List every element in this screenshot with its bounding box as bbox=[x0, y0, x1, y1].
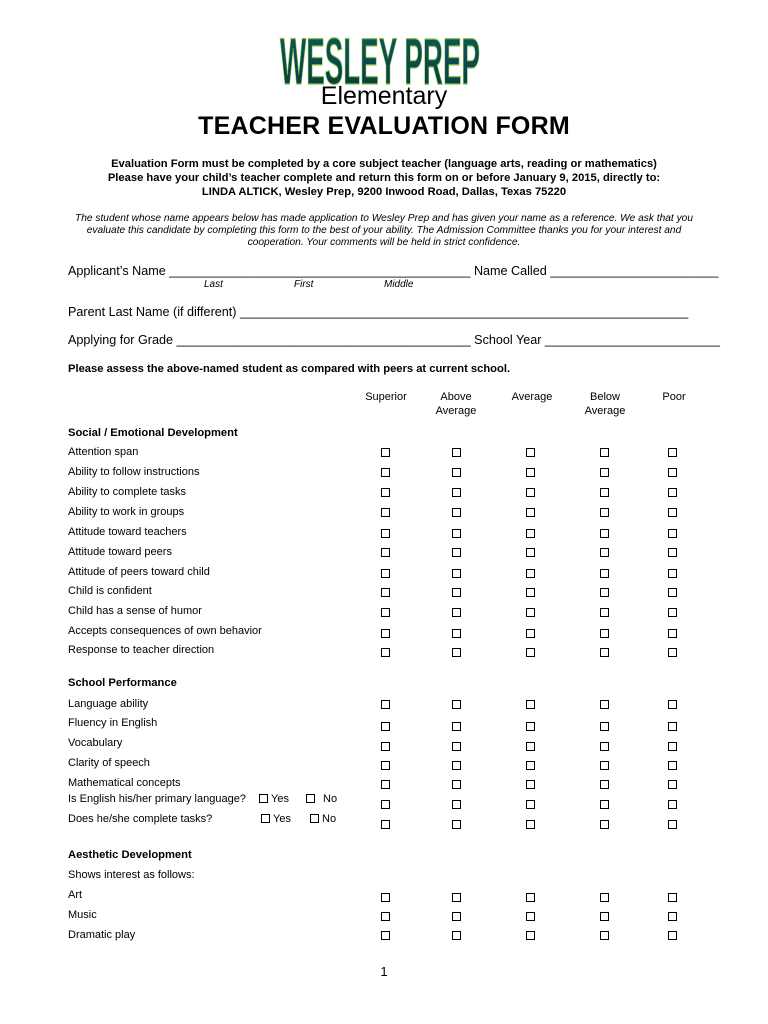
column-header-line: Poor bbox=[662, 391, 686, 403]
rating-checkbox-above-average[interactable] bbox=[452, 648, 461, 657]
rating-checkbox-poor[interactable] bbox=[668, 820, 677, 829]
column-header-line: Above bbox=[440, 391, 472, 403]
rating-checkbox-above-average[interactable] bbox=[452, 569, 461, 578]
rating-checkbox-poor[interactable] bbox=[668, 608, 677, 617]
rating-checkbox-below-average[interactable] bbox=[600, 448, 609, 457]
rating-checkbox-superior[interactable] bbox=[381, 548, 390, 557]
rating-checkbox-superior[interactable] bbox=[381, 468, 390, 477]
rating-checkbox-poor[interactable] bbox=[668, 529, 677, 538]
rating-checkbox-superior[interactable] bbox=[381, 588, 390, 597]
rating-checkbox-average[interactable] bbox=[526, 608, 535, 617]
rating-checkbox-average[interactable] bbox=[526, 629, 535, 638]
no-label: No bbox=[322, 813, 337, 825]
rating-checkbox-average[interactable] bbox=[526, 468, 535, 477]
rating-checkbox-poor[interactable] bbox=[668, 569, 677, 578]
row-label-complete-tasks: Ability to complete tasks bbox=[68, 486, 186, 498]
rating-checkbox-superior[interactable] bbox=[381, 800, 390, 809]
rating-checkbox-above-average[interactable] bbox=[452, 912, 461, 921]
rating-checkbox-poor[interactable] bbox=[668, 588, 677, 597]
rating-checkbox-poor[interactable] bbox=[668, 761, 677, 770]
applicant-name-field[interactable]: Applicant’s Name ___________________________________________ Name Called ________________________ bbox=[68, 264, 719, 278]
primary-language-yes-option[interactable] bbox=[259, 793, 289, 805]
rating-checkbox-superior[interactable] bbox=[381, 820, 390, 829]
intro-paragraph bbox=[72, 213, 696, 249]
rating-checkbox-average[interactable] bbox=[526, 529, 535, 538]
rating-checkbox-above-average[interactable] bbox=[452, 548, 461, 557]
rating-checkbox-poor[interactable] bbox=[668, 700, 677, 709]
rating-checkbox-superior[interactable] bbox=[381, 912, 390, 921]
row-label-vocabulary: Vocabulary bbox=[68, 737, 123, 749]
rating-checkbox-above-average[interactable] bbox=[452, 629, 461, 638]
rating-checkbox-above-average[interactable] bbox=[452, 893, 461, 902]
row-label-math-concepts: Mathematical concepts bbox=[68, 777, 181, 789]
rating-checkbox-superior[interactable] bbox=[381, 508, 390, 517]
rating-checkbox-superior[interactable] bbox=[381, 722, 390, 731]
rating-checkbox-below-average[interactable] bbox=[600, 488, 609, 497]
row-label-accepts-consequences: Accepts consequences of own behavior bbox=[68, 625, 262, 637]
rating-checkbox-poor[interactable] bbox=[668, 893, 677, 902]
aesthetic-note: Shows interest as follows: bbox=[68, 869, 195, 881]
row-label-music: Music bbox=[68, 909, 97, 921]
intro-line-2: evaluate this candidate by completing this form to the best of your ability. The Admission Committee thanks you for your interest and bbox=[86, 225, 682, 236]
rating-checkbox-above-average[interactable] bbox=[452, 700, 461, 709]
rating-checkbox-poor[interactable] bbox=[668, 780, 677, 789]
rating-checkbox-above-average[interactable] bbox=[452, 588, 461, 597]
rating-checkbox-average[interactable] bbox=[526, 912, 535, 921]
rating-checkbox-below-average[interactable] bbox=[600, 548, 609, 557]
section-title-aesthetic: Aesthetic Development bbox=[68, 849, 192, 861]
row-label-completes-tasks: Does he/she complete tasks? bbox=[68, 813, 213, 825]
no-label: No bbox=[323, 793, 338, 805]
rating-checkbox-above-average[interactable] bbox=[452, 820, 461, 829]
completes-tasks-yes-option[interactable] bbox=[261, 813, 291, 825]
parent-last-name-field[interactable]: Parent Last Name (if different) ________________________________________________________________ bbox=[68, 305, 689, 319]
rating-checkbox-above-average[interactable] bbox=[452, 608, 461, 617]
row-label-child-confident: Child is confident bbox=[68, 585, 152, 597]
row-label-primary-language: Is English his/her primary language? bbox=[68, 793, 246, 805]
row-label-fluency-english: Fluency in English bbox=[68, 717, 158, 729]
rating-checkbox-above-average[interactable] bbox=[452, 448, 461, 457]
rating-checkbox-below-average[interactable] bbox=[600, 608, 609, 617]
rating-checkbox-above-average[interactable] bbox=[452, 761, 461, 770]
instruction-line-1: Evaluation Form must be completed by a core subject teacher (language arts, reading or mathematics) bbox=[111, 158, 657, 170]
rating-checkbox-above-average[interactable] bbox=[452, 468, 461, 477]
rating-checkbox-below-average[interactable] bbox=[600, 722, 609, 731]
rating-checkbox-below-average[interactable] bbox=[600, 912, 609, 921]
rating-checkbox-average[interactable] bbox=[526, 488, 535, 497]
rating-checkbox-average[interactable] bbox=[526, 588, 535, 597]
svg-text:WESLEY PREP: WESLEY PREP bbox=[280, 24, 480, 96]
section-title-school-performance: School Performance bbox=[68, 677, 177, 689]
rating-checkbox-above-average[interactable] bbox=[452, 931, 461, 940]
checkbox[interactable] bbox=[261, 814, 270, 823]
rating-checkbox-poor[interactable] bbox=[668, 448, 677, 457]
primary-language-no-option[interactable] bbox=[306, 793, 337, 805]
row-label-attention-span: Attention span bbox=[68, 446, 139, 458]
rating-checkbox-superior[interactable] bbox=[381, 629, 390, 638]
form-title: TEACHER EVALUATION FORM bbox=[198, 112, 570, 140]
rating-checkbox-poor[interactable] bbox=[668, 742, 677, 751]
row-label-teacher-direction: Response to teacher direction bbox=[68, 644, 215, 656]
rating-checkbox-below-average[interactable] bbox=[600, 893, 609, 902]
rating-checkbox-average[interactable] bbox=[526, 548, 535, 557]
rating-checkbox-below-average[interactable] bbox=[600, 508, 609, 517]
rating-checkbox-average[interactable] bbox=[526, 761, 535, 770]
column-header-poor bbox=[629, 390, 719, 404]
rating-checkbox-superior[interactable] bbox=[381, 742, 390, 751]
rating-checkbox-average[interactable] bbox=[526, 780, 535, 789]
rating-checkbox-poor[interactable] bbox=[668, 931, 677, 940]
rating-checkbox-above-average[interactable] bbox=[452, 488, 461, 497]
column-header-line: Average bbox=[435, 405, 477, 417]
row-label-sense-of-humor: Child has a sense of humor bbox=[68, 605, 202, 617]
rating-checkbox-superior[interactable] bbox=[381, 648, 390, 657]
rating-checkbox-poor[interactable] bbox=[668, 548, 677, 557]
rating-checkbox-poor[interactable] bbox=[668, 468, 677, 477]
rating-checkbox-superior[interactable] bbox=[381, 893, 390, 902]
rating-checkbox-average[interactable] bbox=[526, 648, 535, 657]
rating-checkbox-poor[interactable] bbox=[668, 648, 677, 657]
rating-checkbox-above-average[interactable] bbox=[452, 508, 461, 517]
row-label-dramatic-play: Dramatic play bbox=[68, 929, 136, 941]
rating-checkbox-average[interactable] bbox=[526, 820, 535, 829]
row-label-attitude-teachers: Attitude toward teachers bbox=[68, 526, 187, 538]
rating-checkbox-superior[interactable] bbox=[381, 700, 390, 709]
sub-label-first: First bbox=[294, 279, 314, 290]
row-label-clarity-speech: Clarity of speech bbox=[68, 757, 150, 769]
rating-checkbox-poor[interactable] bbox=[668, 488, 677, 497]
rating-checkbox-poor[interactable] bbox=[668, 508, 677, 517]
row-label-follow-instructions: Ability to follow instructions bbox=[68, 466, 200, 478]
rating-checkbox-average[interactable] bbox=[526, 722, 535, 731]
row-label-art: Art bbox=[68, 889, 83, 901]
rating-checkbox-poor[interactable] bbox=[668, 800, 677, 809]
column-header-line: Average bbox=[584, 405, 626, 417]
rating-checkbox-superior[interactable] bbox=[381, 608, 390, 617]
rating-checkbox-below-average[interactable] bbox=[600, 780, 609, 789]
rating-checkbox-superior[interactable] bbox=[381, 529, 390, 538]
rating-checkbox-below-average[interactable] bbox=[600, 468, 609, 477]
rating-checkbox-below-average[interactable] bbox=[600, 629, 609, 638]
rating-checkbox-average[interactable] bbox=[526, 569, 535, 578]
rating-checkbox-superior[interactable] bbox=[381, 761, 390, 770]
column-header-line: Superior bbox=[365, 391, 407, 403]
row-label-peers-toward-child: Attitude of peers toward child bbox=[68, 566, 210, 578]
rating-checkbox-below-average[interactable] bbox=[600, 529, 609, 538]
sub-label-last: Last bbox=[204, 279, 223, 290]
rating-checkbox-above-average[interactable] bbox=[452, 742, 461, 751]
instruction-line-3: LINDA ALTICK, Wesley Prep, 9200 Inwood Road, Dallas, Texas 75220 bbox=[201, 186, 567, 198]
rating-checkbox-superior[interactable] bbox=[381, 488, 390, 497]
rating-checkbox-below-average[interactable] bbox=[600, 700, 609, 709]
rating-checkbox-below-average[interactable] bbox=[600, 648, 609, 657]
instruction-line-2: Please have your child’s teacher complete and return this form on or before January 9, 2015, directly to: bbox=[107, 172, 661, 184]
rating-checkbox-superior[interactable] bbox=[381, 780, 390, 789]
rating-checkbox-below-average[interactable] bbox=[600, 820, 609, 829]
rating-checkbox-average[interactable] bbox=[526, 893, 535, 902]
rating-checkbox-poor[interactable] bbox=[668, 722, 677, 731]
checkbox[interactable] bbox=[259, 794, 268, 803]
rating-checkbox-above-average[interactable] bbox=[452, 800, 461, 809]
sub-label-middle: Middle bbox=[384, 279, 414, 290]
rating-checkbox-above-average[interactable] bbox=[452, 529, 461, 538]
rating-checkbox-average[interactable] bbox=[526, 931, 535, 940]
school-subtitle: Elementary bbox=[320, 82, 448, 110]
rating-checkbox-average[interactable] bbox=[526, 508, 535, 517]
intro-line-3: cooperation. Your comments will be held in strict confidence. bbox=[247, 237, 521, 248]
column-header-line: Below bbox=[590, 391, 620, 403]
rating-checkbox-superior[interactable] bbox=[381, 931, 390, 940]
row-label-language-ability: Language ability bbox=[68, 698, 149, 710]
rating-checkbox-superior[interactable] bbox=[381, 569, 390, 578]
rating-checkbox-below-average[interactable] bbox=[600, 569, 609, 578]
assess-prompt: Please assess the above-named student as compared with peers at current school. bbox=[68, 363, 511, 375]
rating-checkbox-superior[interactable] bbox=[381, 448, 390, 457]
rating-checkbox-below-average[interactable] bbox=[600, 761, 609, 770]
row-label-work-in-groups: Ability to work in groups bbox=[68, 506, 185, 518]
rating-checkbox-average[interactable] bbox=[526, 448, 535, 457]
rating-checkbox-above-average[interactable] bbox=[452, 722, 461, 731]
completes-tasks-no-option[interactable] bbox=[310, 813, 336, 825]
row-label-attitude-peers: Attitude toward peers bbox=[68, 546, 172, 558]
rating-checkbox-average[interactable] bbox=[526, 700, 535, 709]
rating-checkbox-poor[interactable] bbox=[668, 912, 677, 921]
checkbox[interactable] bbox=[306, 794, 315, 803]
rating-checkbox-below-average[interactable] bbox=[600, 931, 609, 940]
rating-checkbox-below-average[interactable] bbox=[600, 800, 609, 809]
rating-checkbox-average[interactable] bbox=[526, 742, 535, 751]
rating-checkbox-below-average[interactable] bbox=[600, 588, 609, 597]
rating-checkbox-poor[interactable] bbox=[668, 629, 677, 638]
intro-line-1: The student whose name appears below has made application to Wesley Prep and has given your name as a reference. We ask that you bbox=[74, 213, 694, 224]
rating-checkbox-above-average[interactable] bbox=[452, 780, 461, 789]
yes-label: Yes bbox=[271, 793, 289, 805]
applying-grade-field[interactable]: Applying for Grade __________________________________________ School Year _________________________ bbox=[68, 333, 720, 347]
page-number: 1 bbox=[380, 964, 388, 979]
section-title-social-emotional: Social / Emotional Development bbox=[68, 427, 238, 439]
rating-checkbox-average[interactable] bbox=[526, 800, 535, 809]
column-header-line: Average bbox=[511, 391, 553, 403]
checkbox[interactable] bbox=[310, 814, 319, 823]
yes-label: Yes bbox=[273, 813, 291, 825]
rating-checkbox-below-average[interactable] bbox=[600, 742, 609, 751]
